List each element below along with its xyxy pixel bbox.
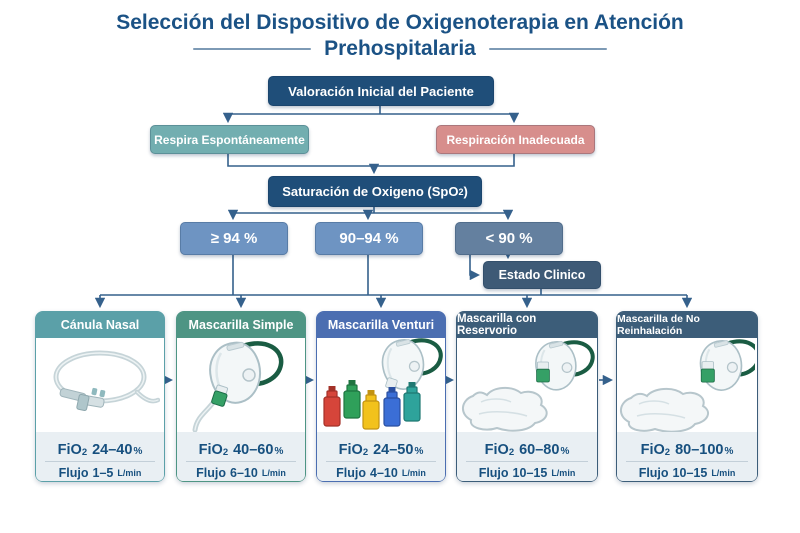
flujo-label: Flujo [196,465,227,480]
device-card-canula-nasal [35,311,165,482]
flujo-value: 10–15 [672,465,708,480]
fio2-label: FiO [338,442,363,458]
fio2-label: FiO [198,442,223,458]
device-card-art [177,338,305,432]
fio2-row: FiO 2 40–60 % [198,442,284,458]
flujo-row: Flujo 1–5 L/min [58,465,142,480]
footer-divider [626,461,748,462]
footer-divider [466,461,588,462]
venturi-mask-illustration [319,338,443,432]
page-title-line2 [0,37,800,62]
fio2-value: 80–100 [675,442,724,458]
device-card-footer [36,432,164,481]
flujo-value: 1–5 [92,465,114,480]
reservoir-mask-illustration [459,338,595,432]
fio2-row: FiO 2 60–80 % [484,442,570,458]
fio2-row: FiO 2 24–50 % [338,442,424,458]
title-rule-left [193,48,311,50]
page-title-line2-text: Prehospitalaria [324,36,476,60]
flujo-row: Flujo 4–10 L/min [336,465,426,480]
node-estado-clinico: Estado Clinico [483,261,601,289]
fio2-label: FiO [57,442,82,458]
fio2-value: 40–60 [233,442,274,458]
saturacion-suffix: ) [463,184,468,199]
node-valoracion-inicial: Valoración Inicial del Paciente [268,76,494,106]
device-card-art [457,338,597,432]
non-rebreather-mask-illustration [619,338,755,432]
fio2-value: 60–80 [519,442,560,458]
node-spo2-ge-94: ≥ 94 % [180,222,288,255]
device-card-art [317,338,445,432]
device-card-footer [617,432,757,481]
flujo-value: 4–10 [370,465,398,480]
fio2-row: FiO 2 80–100 % [640,442,734,458]
device-card-mascarilla-no-reinhalacion [616,311,758,482]
flujo-label: Flujo [58,465,89,480]
node-saturacion-spo2 [268,176,482,207]
flujo-value: 6–10 [230,465,258,480]
footer-divider [326,461,436,462]
device-card-footer [457,432,597,481]
node-respiracion-inadecuada: Respiración Inadecuada [436,125,595,154]
device-card-header: Mascarilla con Reservorio [457,312,597,338]
footer-divider [45,461,155,462]
device-card-header: Mascarilla de No Reinhalación [617,312,757,338]
device-card-mascarilla-simple [176,311,306,482]
device-card-art [36,338,164,432]
node-respira-espontaneamente: Respira Espontáneamente [150,125,309,154]
saturacion-subscript: 2 [458,186,464,197]
device-card-art [617,338,757,432]
flujo-row: Flujo 10–15 L/min [478,465,576,480]
flujo-value: 10–15 [512,465,548,480]
flujo-label: Flujo [478,465,509,480]
flujo-label: Flujo [336,465,367,480]
device-card-header: Mascarilla Simple [177,312,305,338]
node-spo2-lt-90: < 90 % [455,222,563,255]
page-title [0,11,800,62]
device-card-header: Mascarilla Venturi [317,312,445,338]
page-title-line1: Selección del Dispositivo de Oxigenoterapia en Atención [116,11,684,34]
device-card-footer [317,432,445,481]
nasal-cannula-illustration [40,339,160,431]
device-card-header: Cánula Nasal [36,312,164,338]
fio2-label: FiO [484,442,509,458]
device-card-mascarilla-venturi [316,311,446,482]
fio2-label: FiO [640,442,665,458]
saturacion-text: Saturación de Oxigeno (SpO [282,184,459,199]
node-spo2-90-94: 90–94 % [315,222,423,255]
footer-divider [186,461,296,462]
fio2-row: FiO 2 24–40 % [57,442,143,458]
device-card-mascarilla-con-reservorio [456,311,598,482]
device-card-footer [177,432,305,481]
simple-mask-illustration [179,338,303,432]
flujo-row: Flujo 10–15 L/min [638,465,736,480]
flujo-label: Flujo [638,465,669,480]
title-rule-right [489,48,607,50]
fio2-value: 24–40 [92,442,133,458]
flujo-row: Flujo 6–10 L/min [196,465,286,480]
fio2-value: 24–50 [373,442,414,458]
